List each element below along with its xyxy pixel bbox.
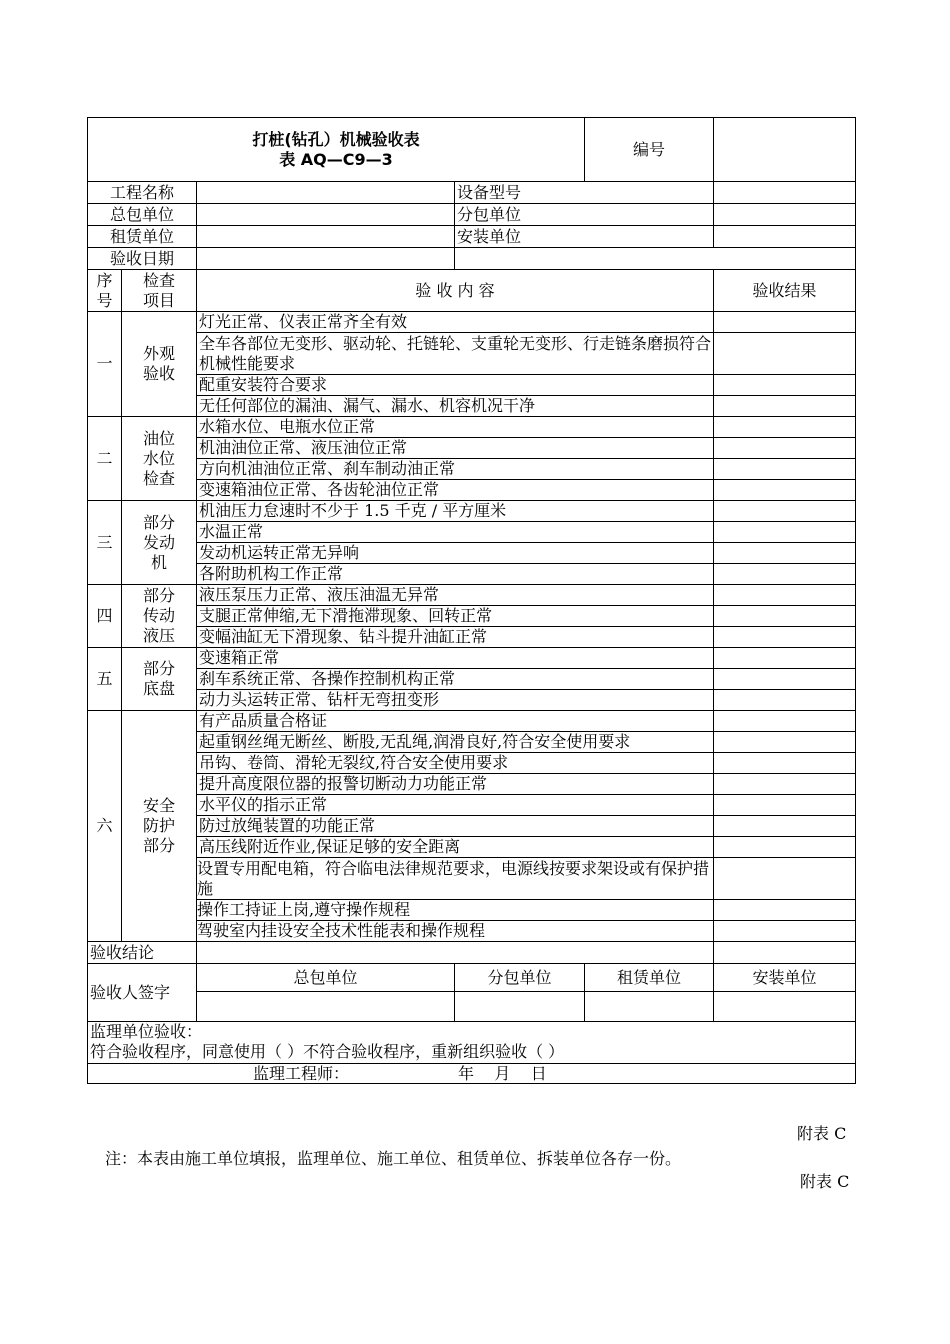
attachment-label-1: 附表 C: [797, 1124, 847, 1143]
leasing-unit-label: 租赁单位: [88, 226, 197, 248]
inspection-result-cell[interactable]: [714, 816, 856, 837]
form-title-main: 打桩(钻孔）机械验收表: [252, 129, 420, 149]
inspection-row: [88, 564, 856, 585]
inspection-result-cell[interactable]: [714, 648, 856, 669]
inspection-row: [88, 501, 856, 522]
acceptance-date-label: 验收日期: [88, 248, 197, 270]
sign-field-sub[interactable]: [455, 992, 585, 1022]
acceptance-date-blank: [455, 248, 856, 270]
inspection-item-text: 驾驶室内挂设安全技术性能表和操作规程: [197, 921, 714, 942]
equipment-model-field[interactable]: [714, 182, 856, 204]
section-name-text: 油位水位检查: [142, 428, 175, 488]
info-row: [88, 204, 856, 226]
section-number: 四: [88, 585, 122, 648]
inspection-item-text: 方向机油油位正常、刹车制动油正常: [197, 459, 714, 480]
installation-unit-label: 安装单位: [455, 226, 714, 248]
inspection-result-cell[interactable]: [714, 606, 856, 627]
engineer-label: 监理工程师：: [253, 1064, 350, 1083]
inspection-result-cell[interactable]: [714, 669, 856, 690]
inspection-result-cell[interactable]: [714, 921, 856, 942]
section-name-text: 部分传动液压: [142, 586, 175, 645]
form-code: 表 AQ—C9—3: [279, 149, 393, 169]
inspection-item-text: 变速箱油位正常、各齿轮油位正常: [197, 480, 714, 501]
signature-field-row: [88, 992, 856, 1022]
general-contractor-field[interactable]: [197, 204, 455, 226]
signature-label: 验收人签字: [88, 964, 197, 1022]
inspection-result-cell[interactable]: [714, 522, 856, 543]
inspection-row: [88, 333, 856, 375]
inspection-row: [88, 312, 856, 333]
section-name: [122, 312, 197, 417]
sign-unit-install: 安装单位: [714, 964, 856, 992]
inspection-row: [88, 669, 856, 690]
title-row: [88, 118, 856, 182]
subcontractor-field[interactable]: [714, 204, 856, 226]
code-value[interactable]: [714, 118, 856, 182]
inspection-item-text: 液压泵压力正常、液压油温无异常: [197, 585, 714, 606]
inspection-row: [88, 648, 856, 669]
supervision-row: [88, 1022, 856, 1064]
inspection-item-text: 各附助机构工作正常: [197, 564, 714, 585]
inspection-row: [88, 837, 856, 858]
engineer-cell: [88, 1064, 856, 1084]
equipment-model-label: 设备型号: [455, 182, 714, 204]
inspection-item-text: 变速箱正常: [197, 648, 714, 669]
inspection-item-text: 水箱水位、电瓶水位正常: [197, 417, 714, 438]
inspection-item-text: 动力头运转正常、钻杆无弯扭变形: [197, 690, 714, 711]
inspection-row: [88, 711, 856, 732]
signature-header-row: [88, 964, 856, 992]
inspection-result-cell[interactable]: [714, 774, 856, 795]
inspection-row: [88, 627, 856, 648]
section-name-text: 部分发动机: [142, 512, 175, 572]
section-name: [122, 417, 197, 501]
inspection-item-text: 机油油位正常、液压油位正常: [197, 438, 714, 459]
inspection-row: [88, 690, 856, 711]
col-item-text: 检查项目: [142, 270, 175, 310]
inspection-result-cell[interactable]: [714, 585, 856, 606]
section-name: [122, 711, 197, 942]
inspection-row: [88, 774, 856, 795]
general-contractor-label: 总包单位: [88, 204, 197, 226]
sign-unit-leasing: 租赁单位: [585, 964, 714, 992]
inspection-result-cell[interactable]: [714, 837, 856, 858]
conclusion-field[interactable]: [197, 942, 714, 964]
inspection-item-text: 机油压力怠速时不少于 1.5 千克 / 平方厘米: [197, 501, 714, 522]
inspection-item-text: 提升高度限位器的报警切断动力功能正常: [197, 774, 714, 795]
col-content-header: 验 收 内 容: [197, 270, 714, 312]
info-row: [88, 248, 856, 270]
inspection-result-cell[interactable]: [714, 459, 856, 480]
inspection-sections: [88, 312, 856, 942]
inspection-item-text: 支腿正常伸缩,无下滑拖滞现象、回转正常: [197, 606, 714, 627]
inspection-item-text: 灯光正常、仪表正常齐全有效: [197, 312, 714, 333]
inspection-result-cell[interactable]: [714, 732, 856, 753]
inspection-item-text: 水温正常: [197, 522, 714, 543]
inspection-result-cell[interactable]: [714, 543, 856, 564]
acceptance-form-table: [87, 117, 856, 1084]
inspection-result-cell[interactable]: [714, 711, 856, 732]
inspection-item-text: 高压线附近作业,保证足够的安全距离: [197, 837, 714, 858]
sign-field-leasing[interactable]: [585, 992, 714, 1022]
inspection-item-text: 操作工持证上岗,遵守操作规程: [197, 900, 714, 921]
inspection-result-cell[interactable]: [714, 858, 856, 900]
acceptance-date-field[interactable]: [197, 248, 455, 270]
sign-field-general[interactable]: [197, 992, 455, 1022]
section-name: [122, 648, 197, 711]
footer-note: 注：本表由施工单位填报，监理单位、施工单位、租赁单位、拆装单位各存一份。: [105, 1149, 682, 1168]
column-header-row: [88, 270, 856, 312]
section-number: 一: [88, 312, 122, 417]
section-number: 五: [88, 648, 122, 711]
code-label: 编号: [585, 118, 714, 182]
inspection-result-cell[interactable]: [714, 312, 856, 333]
inspection-result-cell[interactable]: [714, 480, 856, 501]
inspection-row: [88, 900, 856, 921]
section-number: 三: [88, 501, 122, 585]
supervision-options: 符合验收程序，同意使用（ ）不符合验收程序，重新组织验收（ ）: [90, 1042, 565, 1061]
inspection-row: [88, 585, 856, 606]
inspection-item-text: 全车各部位无变形、驱动轮、托链轮、支重轮无变形、行走链条磨损符合机械性能要求: [197, 333, 714, 375]
section-name-text: 安全防护部分: [142, 796, 175, 855]
inspection-row: [88, 753, 856, 774]
col-seq-text: 序号: [96, 270, 113, 310]
col-item-header: [122, 270, 197, 312]
inspection-item-text: 起重钢丝绳无断丝、断股,无乱绳,润滑良好,符合安全使用要求: [197, 732, 714, 753]
inspection-row: [88, 417, 856, 438]
section-number: 二: [88, 417, 122, 501]
inspection-result-cell[interactable]: [714, 564, 856, 585]
supervision-title: 监理单位验收：: [90, 1022, 203, 1041]
leasing-unit-field[interactable]: [197, 226, 455, 248]
engineer-row: [88, 1064, 856, 1084]
inspection-result-cell[interactable]: [714, 501, 856, 522]
installation-unit-field[interactable]: [714, 226, 856, 248]
form-title: [88, 118, 585, 182]
col-seq-header: [88, 270, 122, 312]
inspection-item-text: 刹车系统正常、各操作控制机构正常: [197, 669, 714, 690]
inspection-result-cell[interactable]: [714, 375, 856, 396]
inspection-row: [88, 732, 856, 753]
inspection-item-text: 防过放绳装置的功能正常: [197, 816, 714, 837]
inspection-result-cell[interactable]: [714, 753, 856, 774]
inspection-row: [88, 795, 856, 816]
attachment-label-2: 附表 C: [800, 1172, 850, 1191]
inspection-result-cell[interactable]: [714, 333, 856, 375]
inspection-item-text: 设置专用配电箱，符合临电法律规范要求，电源线按要求架设或有保护措施: [197, 858, 714, 900]
inspection-row: [88, 459, 856, 480]
inspection-result-cell[interactable]: [714, 795, 856, 816]
inspection-row: [88, 522, 856, 543]
inspection-row: [88, 480, 856, 501]
inspection-row: [88, 921, 856, 942]
section-name: [122, 501, 197, 585]
section-name-text: 部分底盘: [142, 659, 175, 698]
date-placeholder: 年 月 日: [458, 1064, 547, 1083]
inspection-row: [88, 438, 856, 459]
inspection-row: [88, 396, 856, 417]
sign-unit-sub: 分包单位: [455, 964, 585, 992]
section-number: 六: [88, 711, 122, 942]
section-name: [122, 585, 197, 648]
inspection-row: [88, 816, 856, 837]
inspection-item-text: 水平仪的指示正常: [197, 795, 714, 816]
inspection-row: [88, 375, 856, 396]
info-row: [88, 182, 856, 204]
col-result-header: 验收结果: [714, 270, 856, 312]
conclusion-extra: [714, 942, 856, 964]
inspection-item-text: 变幅油缸无下滑现象、钻斗提升油缸正常: [197, 627, 714, 648]
inspection-result-cell[interactable]: [714, 438, 856, 459]
subcontractor-label: 分包单位: [455, 204, 714, 226]
inspection-result-cell[interactable]: [714, 900, 856, 921]
sign-unit-general: 总包单位: [197, 964, 455, 992]
inspection-item-text: 吊钩、卷筒、滑轮无裂纹,符合安全使用要求: [197, 753, 714, 774]
sign-field-install[interactable]: [714, 992, 856, 1022]
inspection-row: [88, 606, 856, 627]
inspection-result-cell[interactable]: [714, 690, 856, 711]
supervision-cell: [88, 1022, 856, 1064]
inspection-row: [88, 858, 856, 900]
inspection-result-cell[interactable]: [714, 396, 856, 417]
inspection-row: [88, 543, 856, 564]
project-name-label: 工程名称: [88, 182, 197, 204]
inspection-result-cell[interactable]: [714, 627, 856, 648]
project-name-field[interactable]: [197, 182, 455, 204]
inspection-result-cell[interactable]: [714, 417, 856, 438]
inspection-item-text: 有产品质量合格证: [197, 711, 714, 732]
section-name-text: 外观验收: [142, 344, 175, 383]
conclusion-label: 验收结论: [88, 942, 197, 964]
inspection-item-text: 发动机运转正常无异响: [197, 543, 714, 564]
inspection-item-text: 无任何部位的漏油、漏气、漏水、机容机况干净: [197, 396, 714, 417]
info-row: [88, 226, 856, 248]
inspection-item-text: 配重安装符合要求: [197, 375, 714, 396]
conclusion-row: [88, 942, 856, 964]
